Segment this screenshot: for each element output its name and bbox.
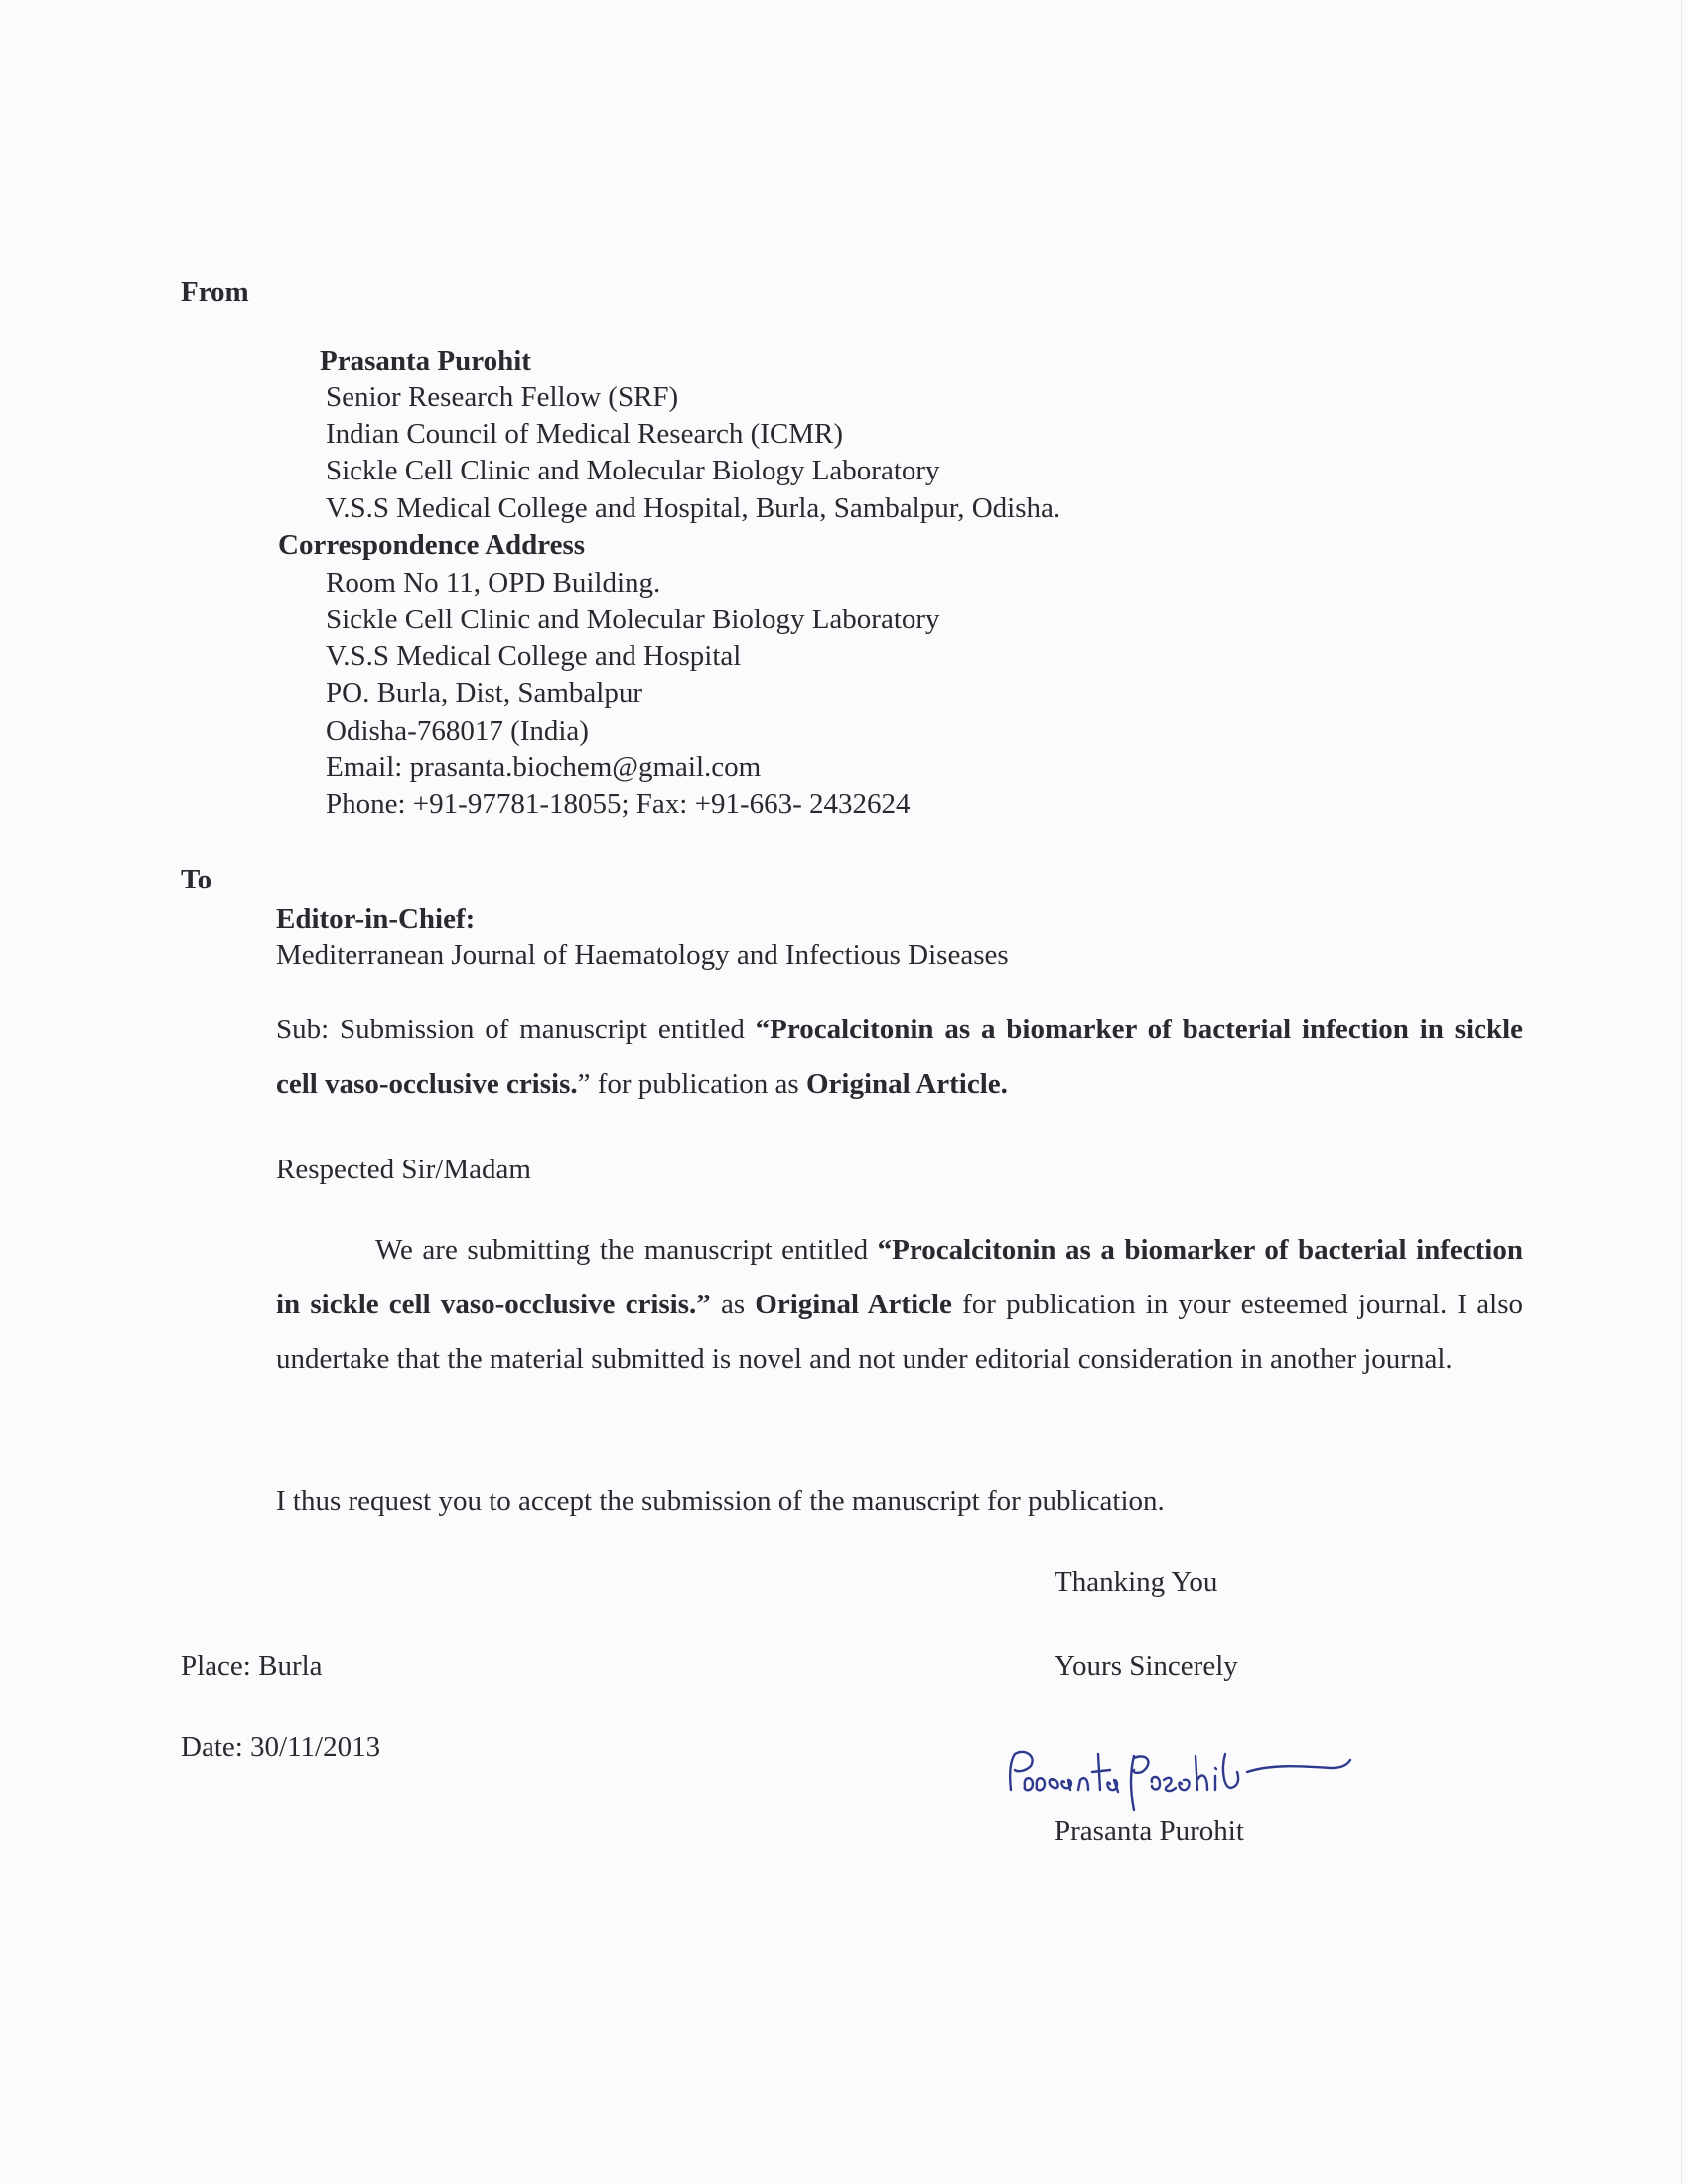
address-line: Odisha-768017 (India) [326, 715, 589, 747]
body-article-type: Original Article [755, 1289, 952, 1320]
to-label: To [181, 864, 212, 895]
body-middle: as [710, 1289, 756, 1320]
handwritten-signature [1003, 1742, 1380, 1812]
subject-line [276, 1003, 1523, 1112]
address-line: PO. Burla, Dist, Sambalpur [326, 677, 642, 709]
sender-lab: Sickle Cell Clinic and Molecular Biology Laboratory [326, 455, 940, 486]
subject-manuscript-title: “Procalcitonin as a biomarker of bacterial infection in sickle cell vaso-occlusive crisis. [276, 1014, 1524, 1100]
email-line: Email: prasanta.biochem@gmail.com [326, 751, 762, 783]
date: Date: 30/11/2013 [181, 1731, 381, 1763]
sender-name: Prasanta Purohit [320, 345, 531, 377]
body-paragraph-2: I thus request you to accept the submission of the manuscript for publication. [276, 1485, 1165, 1517]
from-label: From [181, 276, 249, 308]
body-paragraph-1 [276, 1223, 1523, 1387]
subject-article-type: Original Article. [805, 1068, 1008, 1100]
body-prefix: We are submitting the manuscript entitled [375, 1234, 878, 1266]
body-suffix: for publication in your esteemed journal. I also undertake that the material submitted is novel and not under editorial consideration in another journal. [276, 1289, 1523, 1375]
address-line: Room No 11, OPD Building. [326, 567, 661, 599]
recipient-title: Editor-in-Chief: [276, 903, 476, 935]
signatory-name: Prasanta Purohit [1055, 1815, 1244, 1846]
subject-middle: ” for publication as [577, 1068, 806, 1100]
body-manuscript-title: “Procalcitonin as a biomarker of bacterial infection in sickle cell vaso-occlusive crisis.” [276, 1234, 1523, 1320]
place: Place: Burla [181, 1650, 323, 1682]
scan-edge [1681, 0, 1682, 2184]
phone-fax-line: Phone: +91-97781-18055; Fax: +91-663- 2432624 [326, 788, 911, 820]
salutation: Respected Sir/Madam [276, 1154, 531, 1185]
closing-sincerely: Yours Sincerely [1055, 1650, 1238, 1682]
correspondence-label: Correspondence Address [278, 529, 586, 561]
sender-institution: V.S.S Medical College and Hospital, Burla, Sambalpur, Odisha. [326, 492, 1061, 524]
closing-thanks: Thanking You [1055, 1567, 1218, 1598]
journal-name: Mediterranean Journal of Haematology and Infectious Diseases [276, 939, 1009, 971]
address-line: V.S.S Medical College and Hospital [326, 640, 742, 672]
subject-prefix: Sub: Submission of manuscript entitled [276, 1014, 756, 1045]
sender-position: Senior Research Fellow (SRF) [326, 381, 679, 413]
address-line: Sickle Cell Clinic and Molecular Biology Laboratory [326, 604, 940, 635]
sender-organization: Indian Council of Medical Research (ICMR) [326, 418, 844, 450]
